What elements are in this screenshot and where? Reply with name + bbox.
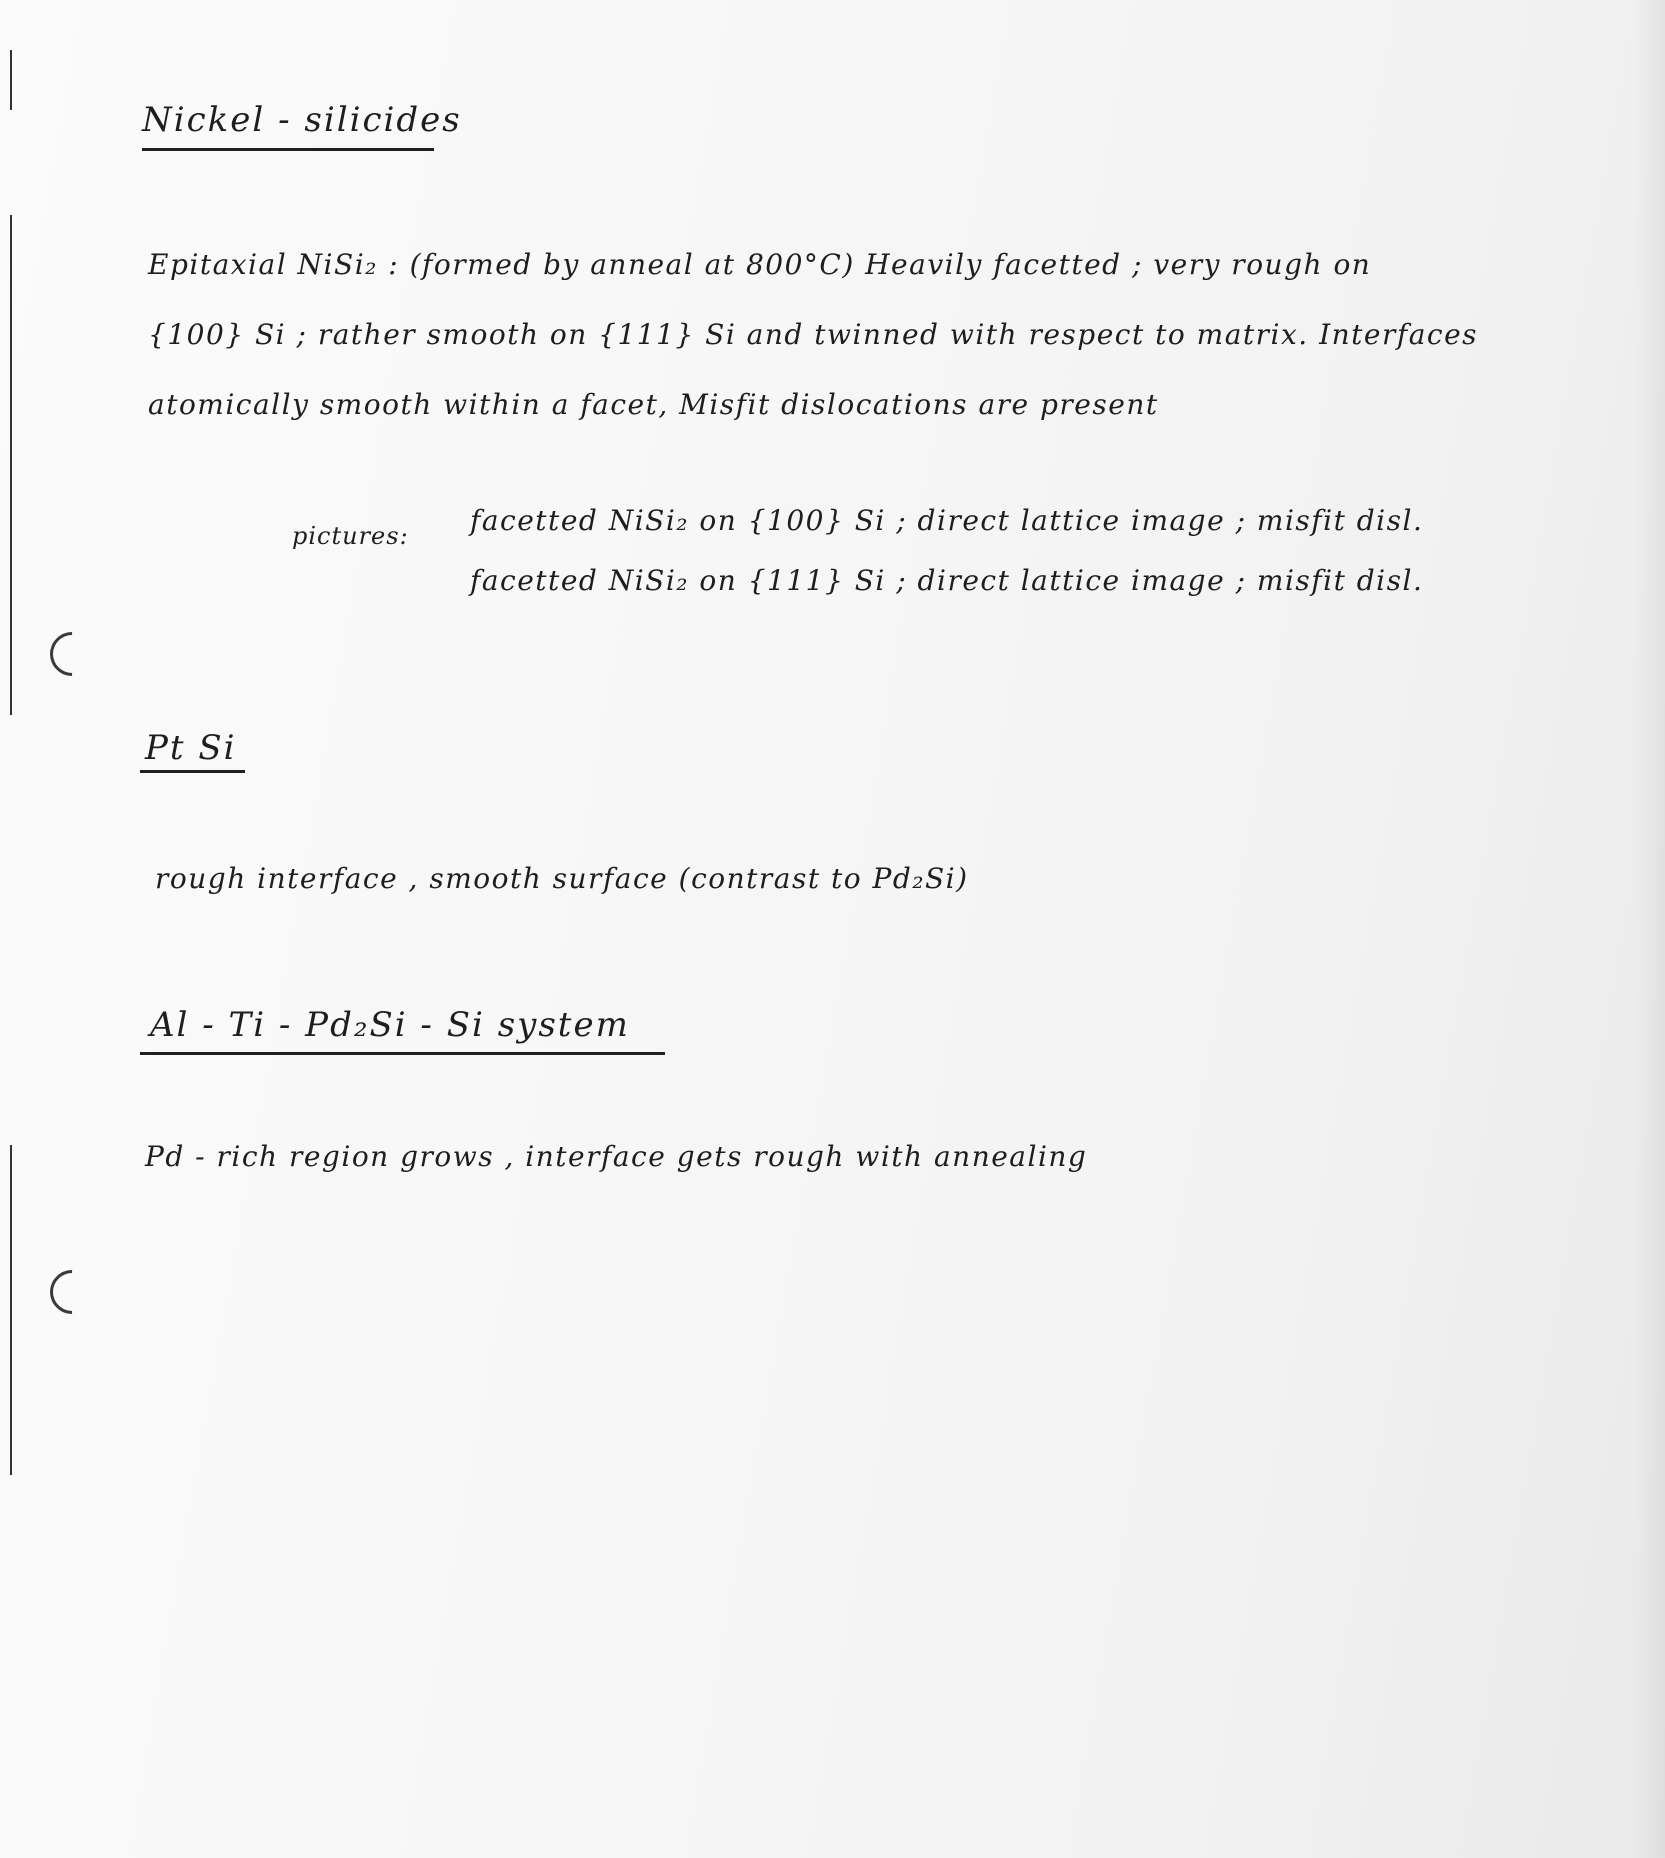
page-edge-line xyxy=(10,215,12,715)
pictures-label: pictures: xyxy=(292,522,409,550)
page-edge-line xyxy=(10,50,12,110)
picture-item: facetted NiSi₂ on {111} Si ; direct lattice image ; misfit disl. xyxy=(470,564,1424,597)
page-shadow xyxy=(1635,0,1665,1858)
heading-underline xyxy=(140,770,245,773)
heading-underline xyxy=(142,148,434,151)
punch-hole xyxy=(41,1261,103,1323)
heading-underline xyxy=(140,1052,665,1055)
body-line: Epitaxial NiSi₂ : (formed by anneal at 800°C) Heavily facetted ; very rough on xyxy=(148,248,1372,281)
section-heading-nickel: Nickel - silicides xyxy=(142,100,462,140)
section-heading-ptsi: Pt Si xyxy=(145,728,237,768)
section-heading-alti: Al - Ti - Pd₂Si - Si system xyxy=(150,1005,630,1045)
body-line: {100} Si ; rather smooth on {111} Si and twinned with respect to matrix. Interfaces xyxy=(148,318,1479,351)
body-line: atomically smooth within a facet, Misfit dislocations are present xyxy=(148,388,1159,421)
punch-hole xyxy=(41,623,103,685)
page-edge-line xyxy=(10,1145,12,1475)
picture-item: facetted NiSi₂ on {100} Si ; direct lattice image ; misfit disl. xyxy=(470,504,1424,537)
body-line: Pd - rich region grows , interface gets rough with annealing xyxy=(145,1140,1088,1173)
body-line: rough interface , smooth surface (contrast to Pd₂Si) xyxy=(155,862,969,895)
